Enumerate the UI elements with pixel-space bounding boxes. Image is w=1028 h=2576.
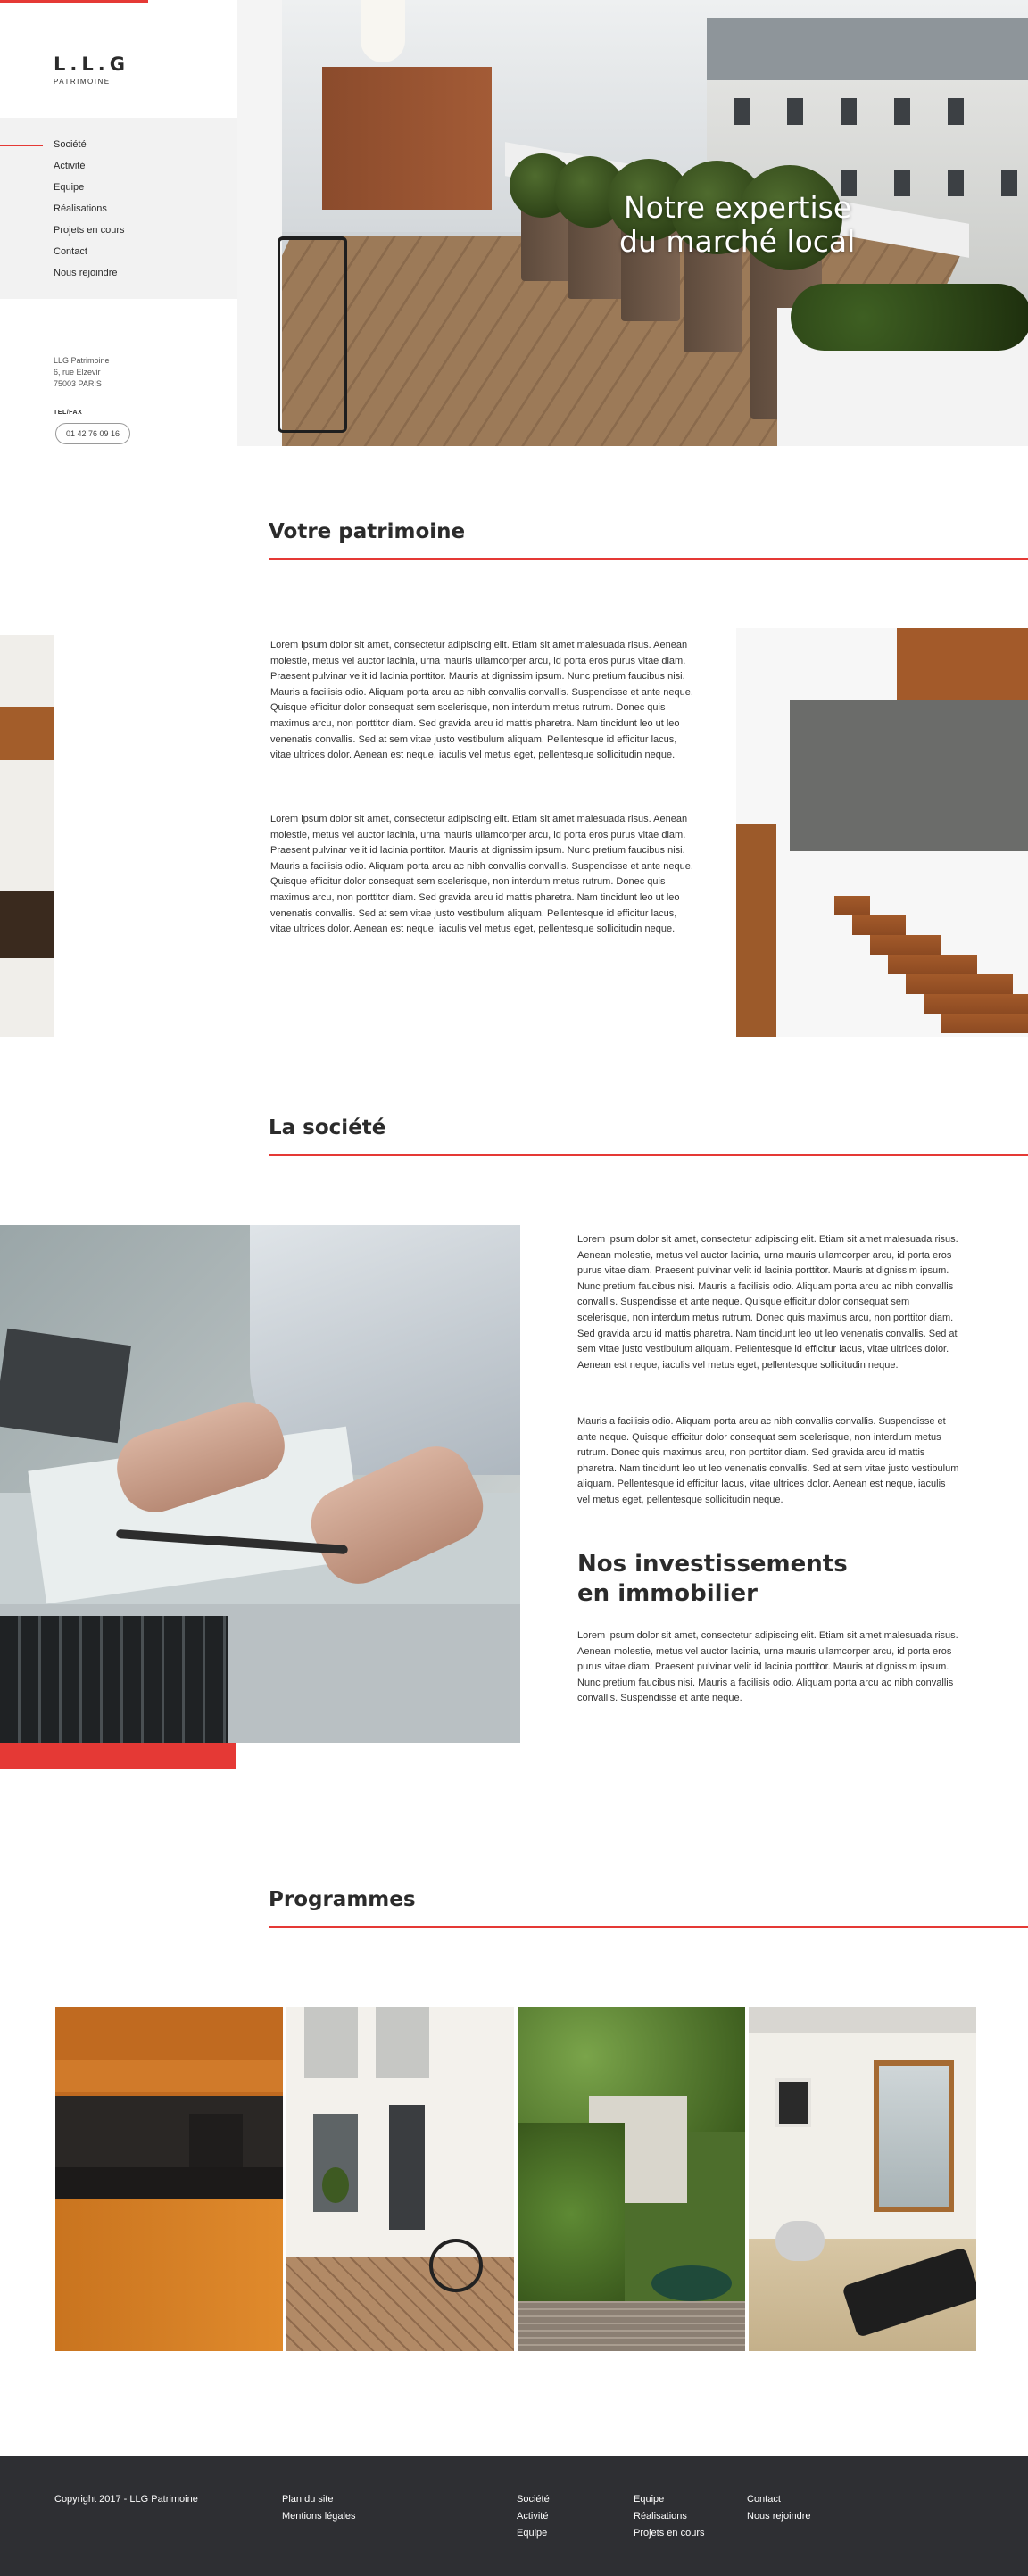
section-societe-header — [269, 1116, 1028, 1156]
footer-link-plan-du-site[interactable]: Plan du site — [282, 2494, 334, 2505]
section-programmes-header — [269, 1888, 1028, 1928]
patrimoine-image-left — [0, 635, 54, 1037]
programme-tile-living-room[interactable] — [749, 2007, 976, 2351]
programme-tile-kitchen[interactable] — [55, 2007, 283, 2351]
footer-copyright: Copyright 2017 - LLG Patrimoine — [54, 2494, 198, 2505]
societe-paragraph-1: Lorem ipsum dolor sit amet, consectetur adipiscing elit. Etiam sit amet malesuada risus. Aenean molestie, metus vel auctor lacinia, urna mauris ullamcorper arcu, id porta eros purus vitae diam. Praesent pulvinar velit id lacinia porttitor. Mauris at dignissim ipsum. Nunc pretium faucibus nisi. Mauris a facilisis odio. Aliquam porta arcu ac nibh convallis convallis. Suspendisse et ante neque. Quisque efficitur dolor consequat sem scelerisque, non interdum metus rutrum. Donec quis maximus arcu, non porttitor diam. Sed gravida arcu id mattis pharetra. Nam tincidunt leo ut leo venenatis convallis. Sed at sem vitae justo vestibulum aliquam. Pellentesque id efficitur lacus, vitae ultrices dolor. Aenean est neque, iaculis vel metus eget, pellentesque sollicitudin neque. — [577, 1234, 958, 1371]
invest-title-line2: en immobilier — [577, 1580, 758, 1607]
section-title-patrimoine: Votre patrimoine — [269, 520, 466, 543]
top-accent-bar — [0, 0, 148, 3]
footer-nav-col3 — [747, 2491, 811, 2525]
nav-item-realisations[interactable]: Réalisations — [54, 203, 107, 214]
patrimoine-image-staircase — [736, 628, 1028, 1037]
programme-tile-garden[interactable] — [518, 2007, 745, 2351]
nav-item-nous-rejoindre[interactable]: Nous rejoindre — [54, 268, 118, 278]
footer-link-societe[interactable]: Société — [517, 2494, 550, 2505]
footer-nav-col1 — [517, 2491, 550, 2542]
hero-chair — [278, 236, 347, 433]
red-accent-block — [0, 1743, 236, 1769]
logo-tagline: PATRIMOINE — [54, 78, 111, 86]
nav-item-activite[interactable]: Activité — [54, 161, 86, 171]
logo[interactable] — [54, 54, 129, 86]
hero-title-line1: Notre expertise — [624, 190, 852, 225]
telfax-label: TEL/FAX — [54, 410, 83, 416]
address-street: 6, rue Elzevir — [54, 368, 101, 377]
footer-link-contact[interactable]: Contact — [747, 2494, 781, 2505]
invest-title-line1: Nos investissements — [577, 1551, 848, 1578]
hero-plants — [791, 284, 1028, 351]
footer-legal-links — [282, 2491, 356, 2525]
nav-item-societe[interactable]: Société — [0, 134, 237, 155]
hero-title-line2: du marché local — [619, 224, 856, 259]
section-title-programmes: Programmes — [269, 1888, 416, 1911]
invest-paragraph: Lorem ipsum dolor sit amet, consectetur adipiscing elit. Etiam sit amet malesuada risus. Aenean molestie, metus vel auctor lacinia, urna mauris ullamcorper arcu, id porta eros purus vitae diam. Praesent pulvinar velit id lacinia porttitor. Mauris at dignissim ipsum. Nunc pretium faucibus nisi. Mauris a facilisis odio. Aliquam porta arcu ac nibh convallis convallis. Suspendisse et ante neque. — [577, 1630, 958, 1704]
hero-wood-wall — [322, 67, 492, 210]
address-city: 75003 PARIS — [54, 379, 102, 388]
hero-lamp — [361, 0, 405, 62]
programme-tile-courtyard[interactable] — [286, 2007, 514, 2351]
footer-nav-col2 — [634, 2491, 704, 2542]
footer-link-projets[interactable]: Projets en cours — [634, 2528, 705, 2539]
footer-link-activite[interactable]: Activité — [517, 2511, 549, 2522]
hero-title — [237, 191, 1028, 259]
footer-link-equipe-2[interactable]: Equipe — [634, 2494, 665, 2505]
section-rule — [269, 558, 1028, 560]
footer-link-realisations[interactable]: Réalisations — [634, 2511, 687, 2522]
sidebar — [0, 0, 237, 446]
address-company: LLG Patrimoine — [54, 356, 110, 365]
main-nav — [0, 118, 237, 299]
section-patrimoine-header — [269, 520, 1028, 560]
programmes-gallery — [55, 2007, 974, 2351]
nav-item-contact[interactable]: Contact — [54, 246, 87, 257]
societe-image-desk — [0, 1225, 520, 1743]
logo-name: L.L.G — [54, 54, 129, 75]
nav-item-equipe[interactable]: Equipe — [54, 182, 85, 193]
hero-banner — [237, 0, 1028, 446]
nav-item-projets[interactable]: Projets en cours — [54, 225, 125, 236]
address-block — [54, 355, 110, 390]
patrimoine-paragraph-1: Lorem ipsum dolor sit amet, consectetur adipiscing elit. Etiam sit amet malesuada risus. Aenean molestie, metus vel auctor lacinia, urna mauris ullamcorper arcu, id porta eros purus vitae diam. Praesent pulvinar velit id lacinia porttitor. Mauris at dignissim ipsum. Nunc pretium faucibus nisi. Mauris a facilisis odio. Aliquam porta arcu ac nibh convallis convallis. Suspendisse et ante neque. Quisque efficitur dolor consequat sem scelerisque, non interdum metus rutrum. Donec quis maximus arcu, non porttitor diam. Sed gravida arcu id mattis pharetra. Nam tincidunt leo ut leo venenatis convallis. Sed at sem vitae justo vestibulum aliquam. Pellentesque id efficitur lacus, vitae ultrices dolor. Aenean est neque, iaculis vel metus eget, pellentesque sollicitudin neque. — [270, 640, 693, 761]
patrimoine-paragraph-2: Lorem ipsum dolor sit amet, consectetur adipiscing elit. Etiam sit amet malesuada risus. Aenean molestie, metus vel auctor lacinia, urna mauris ullamcorper arcu, id porta eros purus vitae diam. Praesent pulvinar velit id lacinia porttitor. Mauris at dignissim ipsum. Nunc pretium faucibus nisi. Mauris a facilisis odio. Aliquam porta arcu ac nibh convallis convallis. Suspendisse et ante neque. Quisque efficitur dolor consequat sem scelerisque, non interdum metus rutrum. Donec quis maximus arcu, non porttitor diam. Sed gravida arcu id mattis pharetra. Nam tincidunt leo ut leo venenatis convallis. Sed at sem vitae justo vestibulum aliquam. Pellentesque id efficitur lacus, vitae ultrices dolor. Aenean est neque, iaculis vel metus eget, pellentesque sollicitudin neque. — [270, 814, 693, 935]
invest-title — [577, 1550, 988, 1609]
section-rule — [269, 1154, 1028, 1156]
footer-link-equipe[interactable]: Equipe — [517, 2528, 548, 2539]
section-rule — [269, 1926, 1028, 1928]
section-title-societe: La société — [269, 1116, 386, 1139]
footer-link-mentions-legales[interactable]: Mentions légales — [282, 2511, 356, 2522]
footer-link-nous-rejoindre[interactable]: Nous rejoindre — [747, 2511, 811, 2522]
societe-paragraph-2: Mauris a facilisis odio. Aliquam porta arcu ac nibh convallis convallis. Suspendisse et ante neque. Quisque efficitur dolor consequat sem scelerisque, non interdum metus rutrum. Donec quis maximus arcu, non porttitor diam. Sed gravida arcu id mattis pharetra. Nam tincidunt leo ut leo venenatis convallis. Sed at sem vitae justo vestibulum aliquam. Pellentesque id efficitur lacus, vitae ultrices dolor. Aenean est neque, iaculis vel metus eget, pellentesque sollicitudin neque. — [577, 1416, 959, 1505]
phone-button[interactable]: 01 42 76 09 16 — [55, 423, 130, 444]
footer — [0, 2456, 1028, 2576]
